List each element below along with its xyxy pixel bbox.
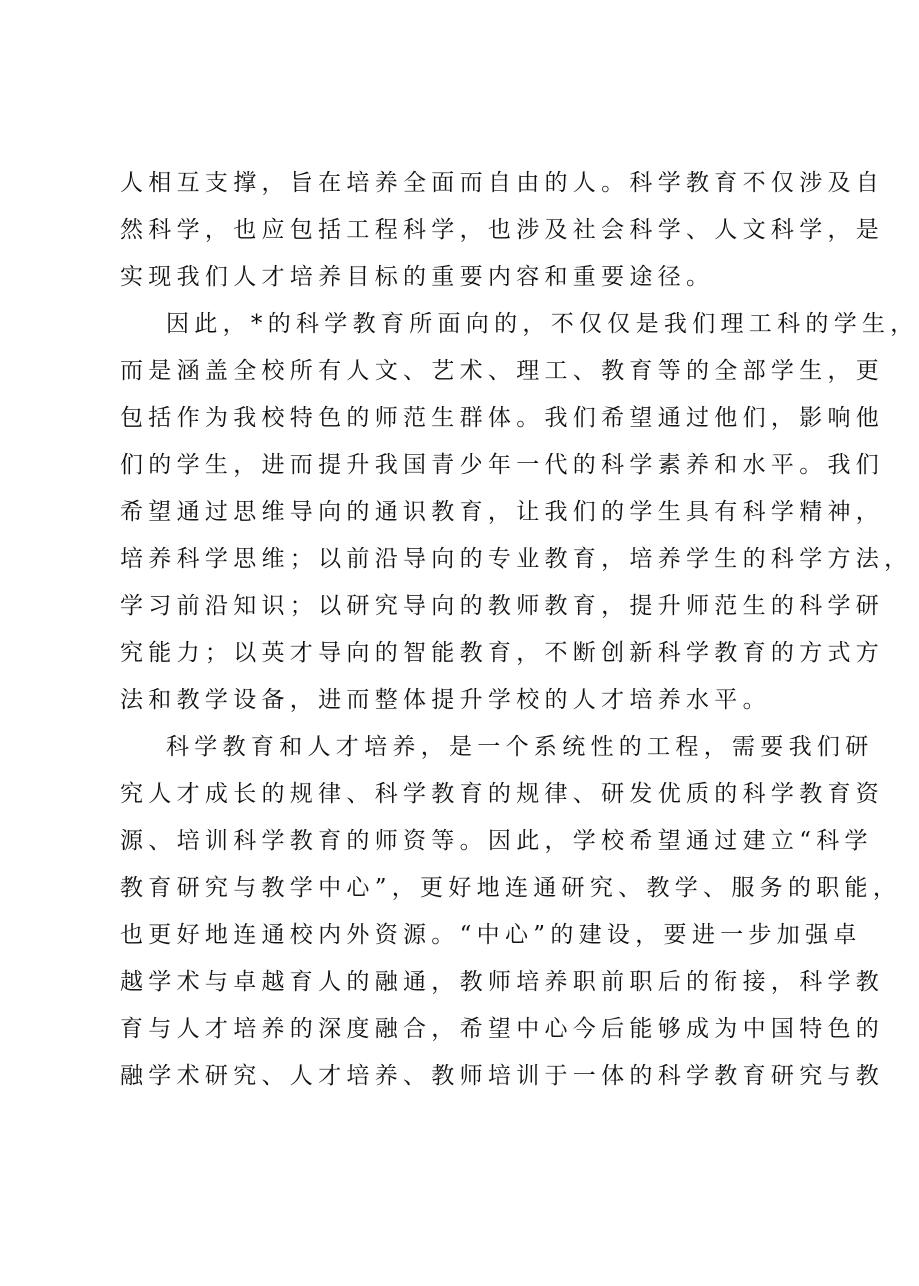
paragraph-2 [120,301,919,724]
text-line: 学习前沿知识；以研究导向的教师教育，提升师范生的科学研 [120,593,885,619]
text-line: 而是涵盖全校所有人文、艺术、理工、教育等的全部学生，更 [120,358,885,384]
text-line: 们的学生，进而提升我国青少年一代的科学素养和水平。我们 [120,452,885,478]
text-line: 希望通过思维导向的通识教育，让我们的学生具有科学精神， [120,499,885,525]
text-line: 越学术与卓越育人的融通，教师培养职前职后的衔接，科学教 [120,969,885,995]
text-line: 融学术研究、人才培养、教师培训于一体的科学教育研究与教 [120,1063,885,1089]
paragraph-1 [120,160,885,301]
text-line: 科学教育和人才培养，是一个系统性的工程，需要我们研 [166,734,874,760]
text-line: 培养科学思维；以前沿导向的专业教育，培养学生的科学方法， [120,546,913,572]
text-line: 人相互支撑，旨在培养全面而自由的人。科学教育不仅涉及自 [120,170,885,196]
text-line: 然科学，也应包括工程科学，也涉及社会科学、人文科学，是 [120,217,885,243]
text-line: 源、培训科学教育的师资等。因此，学校希望通过建立“科学 [120,828,873,854]
text-line: 也更好地连通校内外资源。“中心”的建设，要进一步加强卓 [120,922,862,948]
text-line: 因此，*的科学教育所面向的，不仅仅是我们理工科的学生， [166,311,919,337]
body-text [120,160,919,1100]
text-line: 实现我们人才培养目标的重要内容和重要途径。 [120,264,715,290]
text-line: 究能力；以英才导向的智能教育，不断创新科学教育的方式方 [120,640,885,666]
text-line: 教育研究与教学中心”，更好地连通研究、教学、服务的职能， [120,875,902,901]
text-line: 包括作为我校特色的师范生群体。我们希望通过他们，影响他 [120,405,885,431]
text-line: 究人才成长的规律、科学教育的规律、研发优质的科学教育资 [120,781,885,807]
text-line: 法和教学设备，进而整体提升学校的人才培养水平。 [120,687,771,713]
text-line: 育与人才培养的深度融合，希望中心今后能够成为中国特色的 [120,1016,885,1042]
paragraph-3 [120,724,902,1100]
